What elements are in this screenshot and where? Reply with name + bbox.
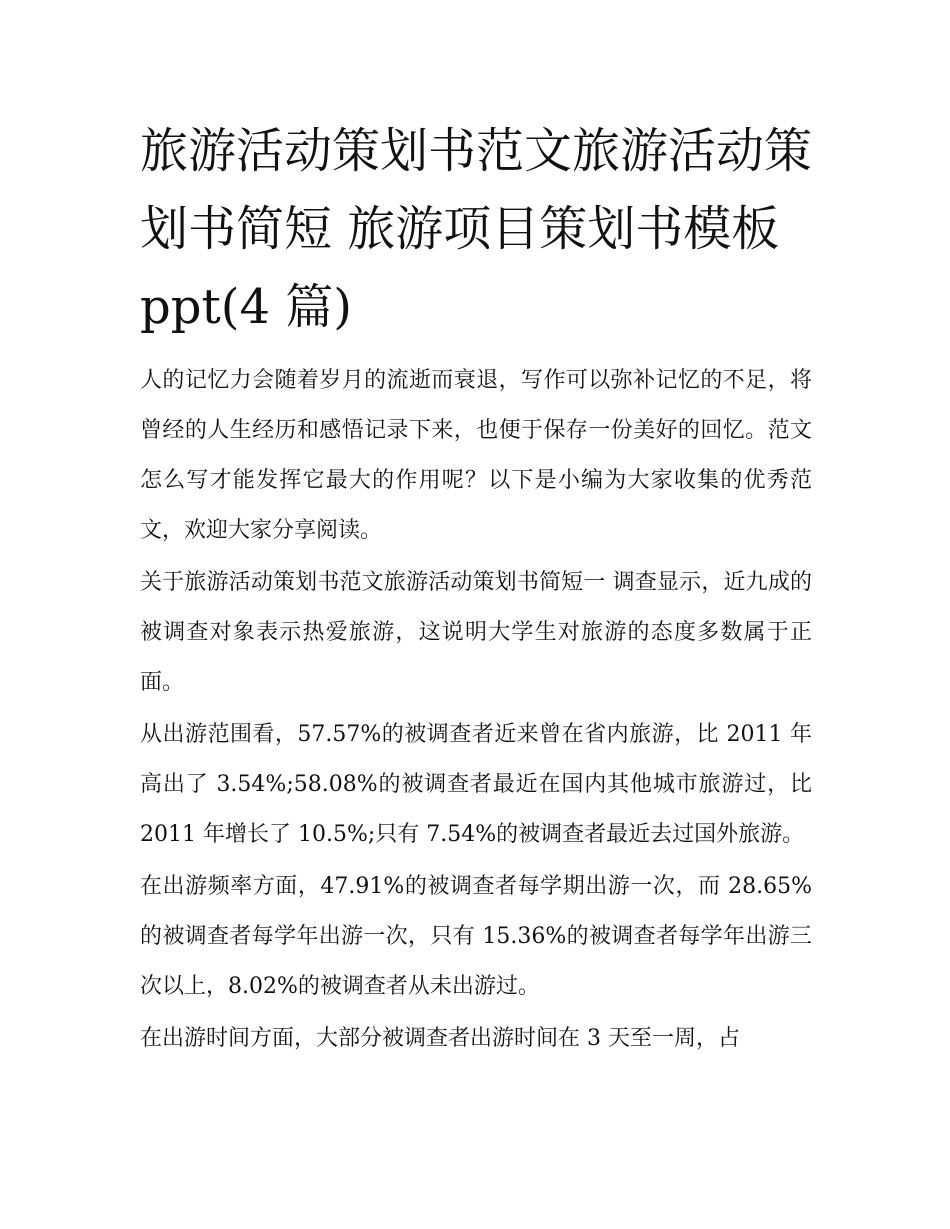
paragraph-intro: 人的记忆力会随着岁月的流逝而衰退，写作可以弥补记忆的不足，将曾经的人生经历和感悟记录下来，也便于保存一份美好的回忆。范文怎么写才能发挥它最大的作用呢？以下是小编为大家收集的优秀范文，欢迎大家分享阅读。 xyxy=(140,368,812,543)
paragraph-travel-range: 从出游范围看，57.57%的被调查者近来曾在省内旅游，比 2011 年高出了 3.54%;58.08%的被调查者最近在国内其他城市旅游过，比 2011 年增长了 10.5%;只有 7.54%的被调查者最近去过国外旅游。 xyxy=(140,722,812,847)
paragraph-travel-frequency: 在出游频率方面，47.91%的被调查者每学期出游一次，而 28.65%的被调查者每学年出游一次，只有 15.36%的被调查者每学年出游三次以上，8.02%的被调查者从未出游过。 xyxy=(140,874,812,999)
paragraph-travel-duration: 在出游时间方面，大部分被调查者出游时间在 3 天至一周，占 xyxy=(140,1026,740,1051)
paragraph-survey: 关于旅游活动策划书范文旅游活动策划书简短一 调查显示，近九成的被调查对象表示热爱旅游，这说明大学生对旅游的态度多数属于正面。 xyxy=(140,570,812,695)
document-title: 旅游活动策划书范文旅游活动策划书简短 旅游项目策划书模板 ppt(4 篇) xyxy=(140,123,813,335)
document-body xyxy=(140,112,812,1066)
